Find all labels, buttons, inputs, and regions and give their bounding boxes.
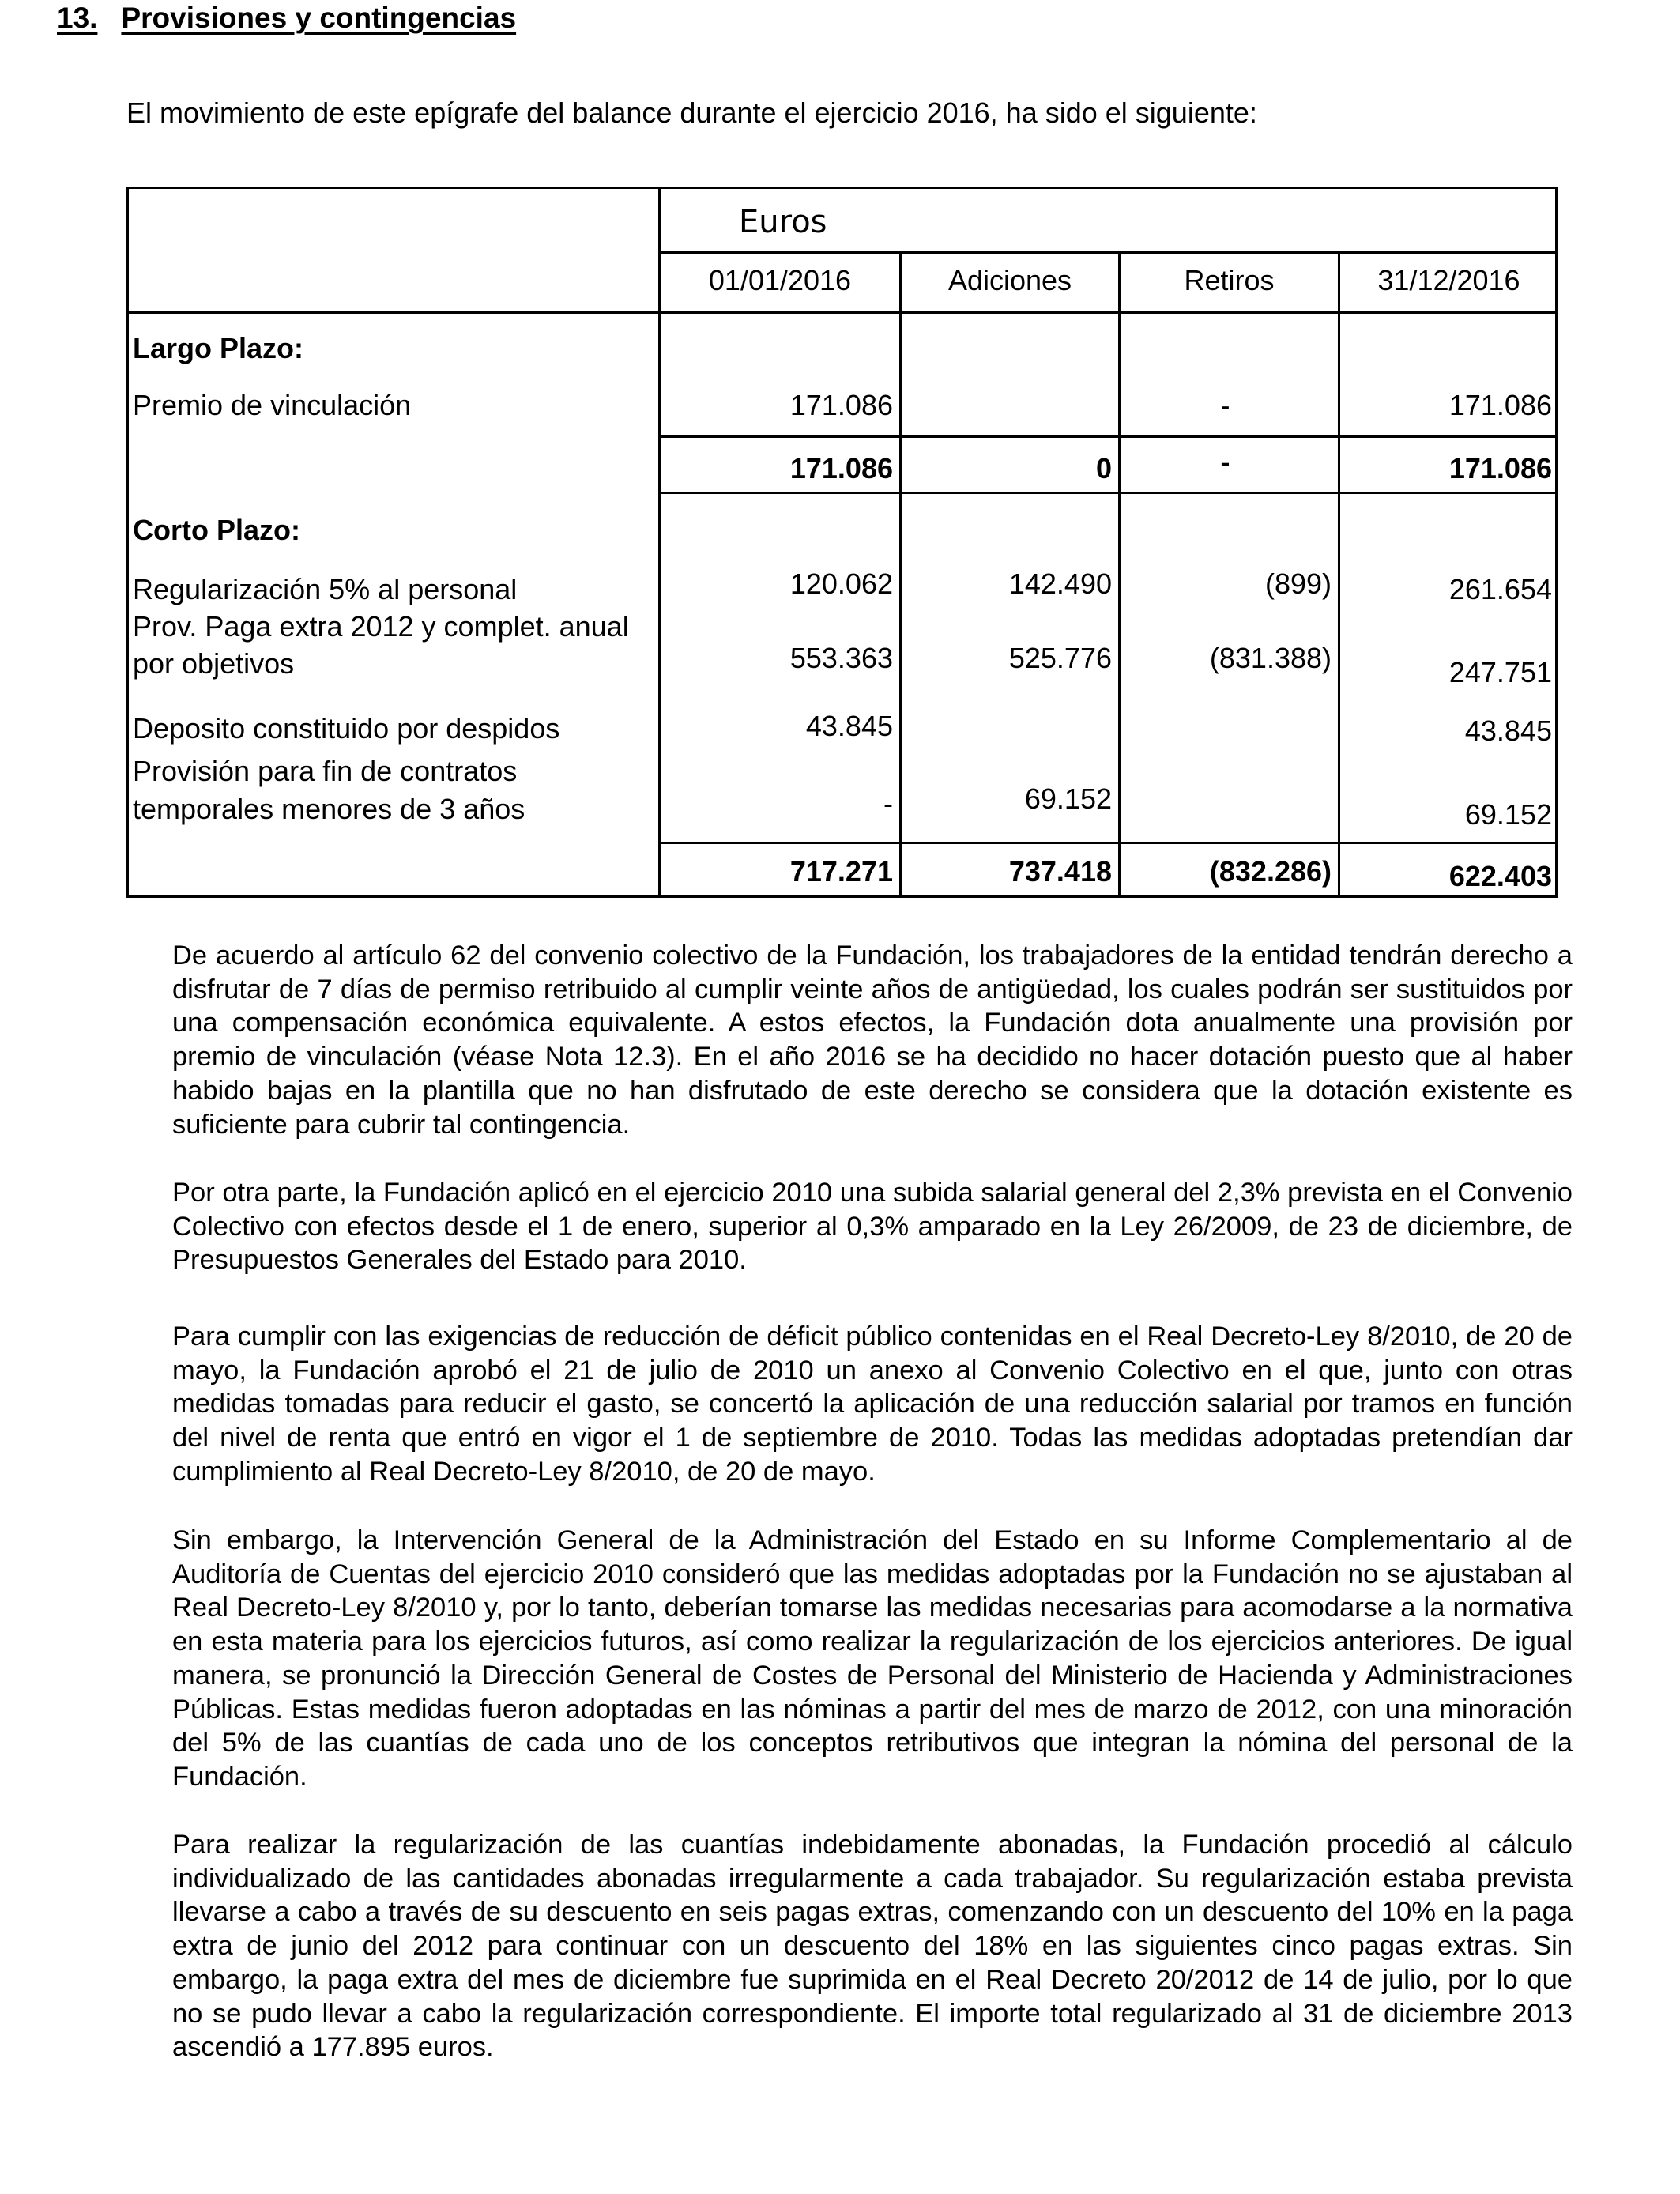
row-label: Provisión para fin de contratos [133, 755, 518, 787]
row-label: Regularización 5% al personal [133, 573, 518, 605]
long-term-heading: Largo Plazo: [133, 332, 304, 364]
total-value: - [1220, 446, 1230, 478]
cell-value: 525.776 [1008, 642, 1112, 674]
paragraph-regularizacion: Para realizar la regularización de las cuantías indebidamente abonadas, la Fundación procedió al cálculo individualizado de las cantidades abonadas irregularmente a cada trabajador. Su regularización estaba prevista llevarse a cabo a través de su descuento en seis pagas extras, comenzando con un descuento del 10% en la paga extra de junio del 2012 para continuar con un descuento del 18% en las siguientes cinco pagas extras. Sin embargo, la paga extra del mes de diciembre fue suprimida en el Real Decreto 20/2012 de 14 de julio, por lo que no se pudo llevar a cabo la regularización correspondiente. El importe total regularizado al 31 de diciembre 2013 ascendió a 177.895 euros. [172, 1830, 1573, 2063]
cp-total-top-line [658, 842, 1558, 844]
total-value: 171.086 [789, 452, 893, 484]
cell-value: 247.751 [1448, 656, 1552, 688]
lp-total-top-line [658, 435, 1558, 438]
paragraph-reduccion-deficit: Para cumplir con las exigencias de reducción de déficit público contenidas en el Real Decreto-Ley 8/2010, de 20 de mayo, la Fundación aprobó el 21 de julio de 2010 un anexo al Convenio Colectivo en el que, junto con otras medidas tomadas para reducir el gasto, se concertó la aplicación de una reducción salarial por tramos en función del nivel de renta que entró en vigor el 1 de septiembre de 2010. Todas las medidas adoptadas pretendían dar cumplimiento al Real Decreto-Ley 8/2010, de 20 de mayo. [172, 1321, 1573, 1487]
provisions-table [126, 187, 1558, 898]
col-header-withdrawals: Retiros [1184, 264, 1275, 296]
cell-value: 261.654 [1448, 573, 1552, 605]
short-term-heading: Corto Plazo: [133, 514, 300, 546]
section-number: 13. [57, 2, 98, 34]
cell-value: 553.363 [789, 642, 893, 674]
cell-value: (831.388) [1209, 642, 1332, 674]
paragraph-intervencion-general: Sin embargo, la Intervención General de la Administración del Estado en su Informe Complementario al de Auditoría de Cuentas del ejercicio 2010 consideró que las medidas adoptadas por la Fundación no se ajustaban al Real Decreto-Ley 8/2010 y, por lo tanto, deberían tomarse las medidas necesarias para acomodarse a la normativa en esta materia para los ejercicios futuros, así como realizar la regularización de los ejercicios anteriores. De igual manera, se pronunció la Dirección General de Costes de Personal del Ministerio de Hacienda y Administraciones Públicas. Estas medidas fueron adoptadas en las nóminas a partir del mes de marzo de 2012, con una minoración del 5% de las cuantías de cada uno de los conceptos retributivos que integran la nómina del personal de la Fundación. [172, 1525, 1573, 1792]
total-value: 717.271 [789, 855, 893, 888]
row-label: Prov. Paga extra 2012 y complet. anual [133, 610, 629, 643]
total-value: (832.286) [1209, 855, 1332, 888]
col-header-opening: 01/01/2016 [708, 264, 852, 296]
currency-label: Euros [739, 204, 827, 240]
cell-value: 171.086 [789, 389, 893, 421]
cell-value: 171.086 [1448, 389, 1552, 421]
col-header-additions: Adiciones [947, 264, 1072, 296]
cell-value: - [1220, 389, 1230, 421]
cell-value: 43.845 [1464, 714, 1552, 747]
cell-value: - [883, 787, 893, 820]
header-divider [658, 251, 1558, 254]
lp-total-bottom-line [658, 492, 1558, 494]
total-value: 737.418 [1008, 855, 1112, 888]
cell-value: (899) [1264, 567, 1332, 600]
row-label: Deposito constituido por despidos [133, 712, 560, 745]
intro-text: El movimiento de este epígrafe del balance durante el ejercicio 2016, ha sido el siguiente: [126, 96, 1257, 129]
header-bottom-line [129, 311, 1558, 314]
paragraph-subida-salarial: Por otra parte, la Fundación aplicó en el ejercicio 2010 una subida salarial general del 2,3% prevista en el Convenio Colectivo con efectos desde el 1 de enero, superior al 0,3% amparado en la Ley 26/2009, de 23 de diciembre, de Presupuestos Generales del Estado para 2010. [172, 1178, 1573, 1276]
section-title: Provisiones y contingencias [121, 2, 517, 34]
cell-value: 142.490 [1008, 567, 1112, 600]
cell-value: 69.152 [1464, 798, 1552, 831]
col-header-closing: 31/12/2016 [1377, 264, 1520, 296]
total-value: 622.403 [1448, 860, 1552, 892]
total-value: 0 [1095, 452, 1112, 484]
paragraph-premio-vinculacion: De acuerdo al artículo 62 del convenio colectivo de la Fundación, los trabajadores de la entidad tendrán derecho a disfrutar de 7 días de permiso retribuido al cumplir veinte años de antigüedad, los cuales podrán ser sustituidos por una compensación económica equivalente. A estos efectos, la Fundación dota anualmente una provisión por premio de vinculación (véase Nota 12.3). En el año 2016 se ha decidido no hacer dotación puesto que al haber habido bajas en la plantilla que no han disfrutado de este derecho se considera que la dotación existente es suficiente para cubrir tal contingencia. [172, 941, 1573, 1140]
total-value: 171.086 [1448, 452, 1552, 484]
row-label: Premio de vinculación [133, 389, 412, 421]
cell-value: 120.062 [789, 567, 893, 600]
col-divider-3 [1338, 251, 1340, 895]
section-heading [57, 2, 516, 35]
row-label: temporales menores de 3 años [133, 793, 525, 825]
row-label: por objetivos [133, 647, 295, 680]
cell-value: 69.152 [1024, 782, 1112, 815]
cell-value: 43.845 [805, 710, 893, 742]
